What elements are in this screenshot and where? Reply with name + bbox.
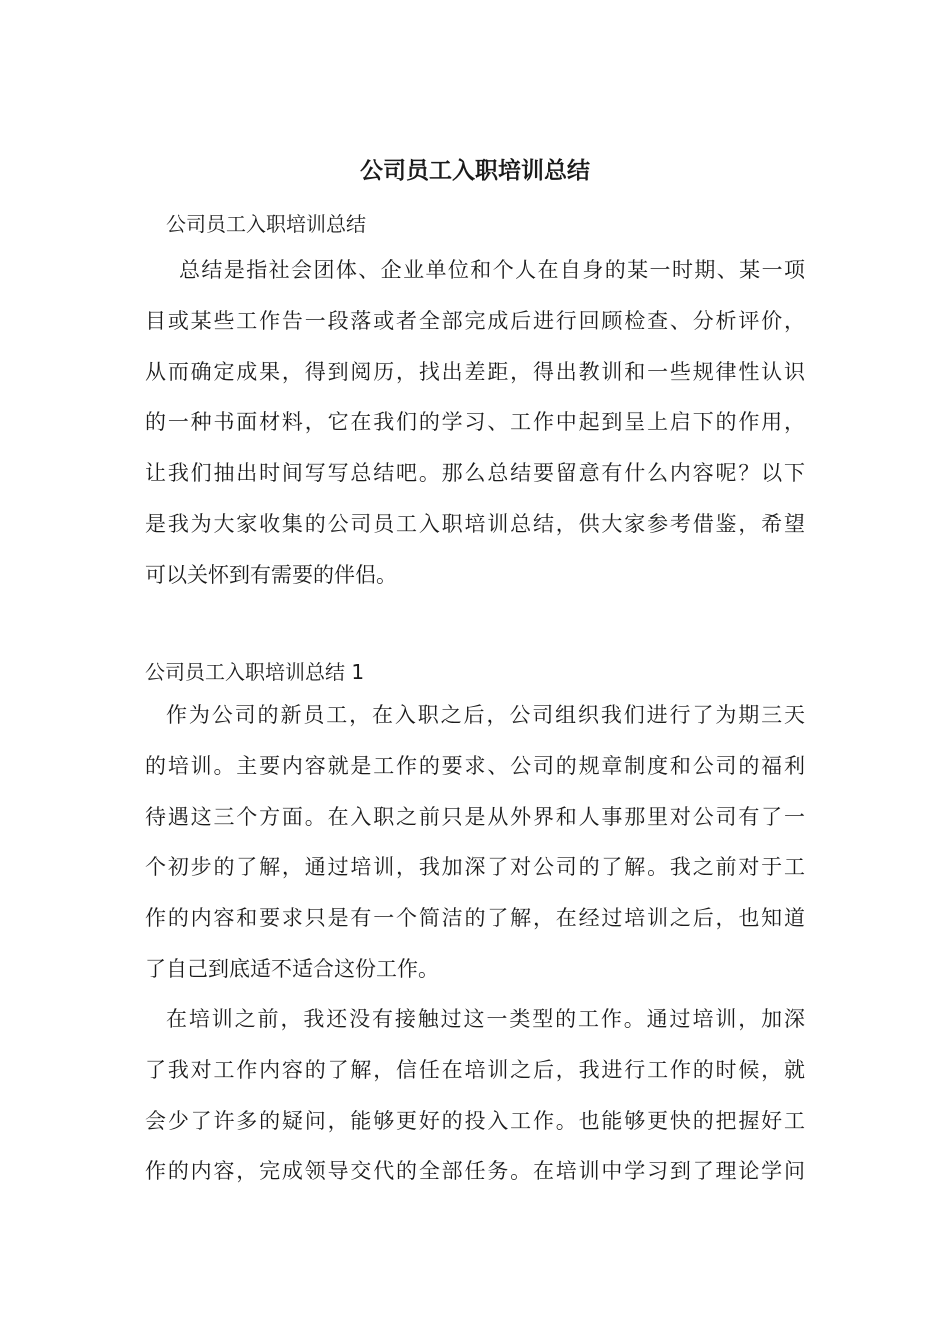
paragraph-line: 作的内容和要求只是有一个简洁的了解，在经过培训之后，也知道 xyxy=(145,906,805,931)
intro-line: 可以关怀到有需要的伴侣。 xyxy=(145,562,397,587)
intro-line: 总结是指社会团体、企业单位和个人在自身的某一时期、某一项 xyxy=(179,258,805,282)
paragraph-line: 了自己到底适不适合这份工作。 xyxy=(145,956,439,981)
document-title: 公司员工入职培训总结 xyxy=(360,158,590,184)
paragraph-line: 会少了许多的疑问，能够更好的投入工作。也能够更快的把握好工 xyxy=(145,1108,805,1133)
intro-line: 目或某些工作告一段落或者全部完成后进行回顾检查、分析评价， xyxy=(145,308,805,333)
paragraph-line: 的培训。主要内容就是工作的要求、公司的规章制度和公司的福利 xyxy=(145,753,805,778)
intro-line: 让我们抽出时间写写总结吧。那么总结要留意有什么内容呢？以下 xyxy=(145,461,805,486)
intro-line: 是我为大家收集的公司员工入职培训总结，供大家参考借鉴，希望 xyxy=(145,511,805,536)
paragraph-line: 了我对工作内容的了解，信任在培训之后，我进行工作的时候，就 xyxy=(145,1057,805,1082)
paragraph-line: 个初步的了解，通过培训，我加深了对公司的了解。我之前对于工 xyxy=(145,855,805,880)
paragraph-line: 在培训之前，我还没有接触过这一类型的工作。通过培训，加深 xyxy=(166,1007,805,1031)
intro-line: 从而确定成果，得到阅历，找出差距，得出教训和一些规律性认识 xyxy=(145,359,805,384)
body-paragraph-1 xyxy=(145,690,805,995)
intro-line: 的一种书面材料，它在我们的学习、工作中起到呈上启下的作用， xyxy=(145,410,805,435)
intro-paragraph xyxy=(145,245,805,601)
document-subtitle: 公司员工入职培训总结 xyxy=(166,212,366,236)
paragraph-line: 待遇这三个方面。在入职之前只是从外界和人事那里对公司有了一 xyxy=(145,804,805,829)
body-paragraph-2 xyxy=(145,994,805,1197)
paragraph-line: 作为公司的新员工，在入职之后，公司组织我们进行了为期三天 xyxy=(166,703,805,727)
section-heading: 公司员工入职培训总结 1 xyxy=(145,660,365,684)
paragraph-line: 作的内容，完成领导交代的全部任务。在培训中学习到了理论学问 xyxy=(145,1159,805,1184)
